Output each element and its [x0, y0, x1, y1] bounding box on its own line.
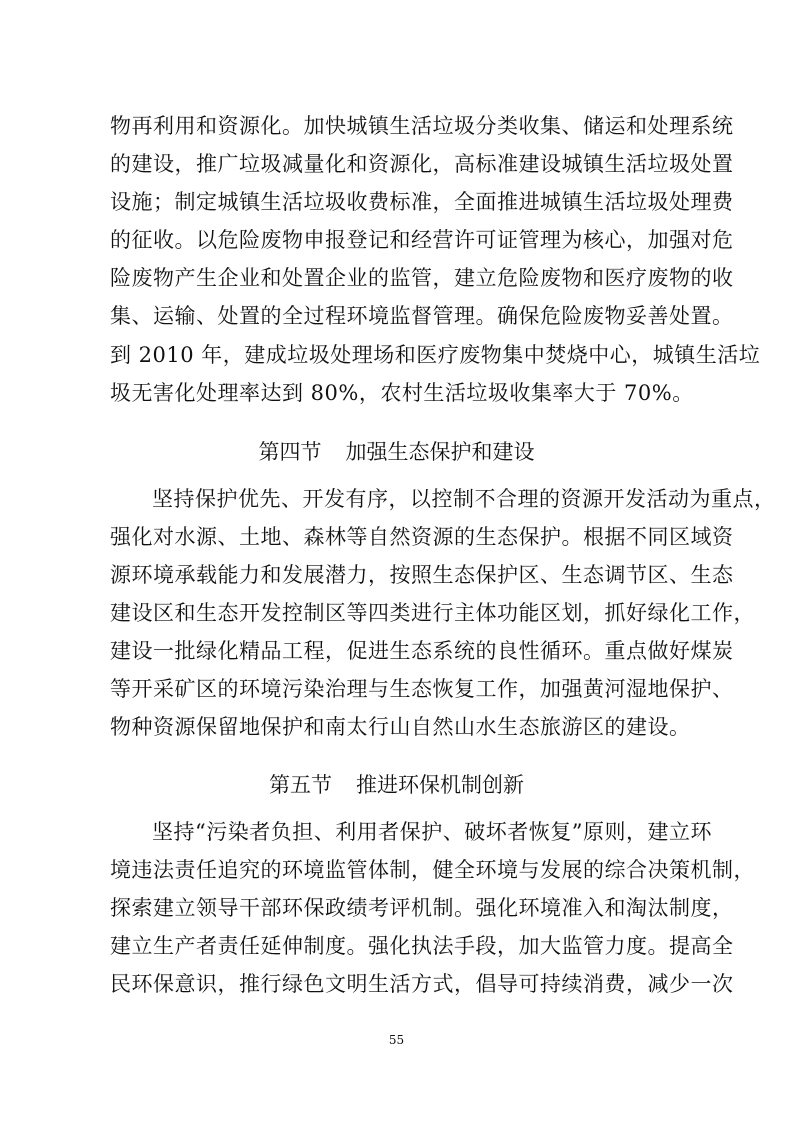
paragraph-line: 等开采矿区的环境污染治理与生态恢复工作，加强黄河湿地保护、	[110, 677, 734, 701]
paragraph-line: 民环保意识，推行绿色文明生活方式，倡导可持续消费，减少一次	[110, 972, 734, 996]
paragraph-line: 的建设，推广垃圾减量化和资源化，高标准建设城镇生活垃圾处置	[110, 152, 734, 176]
paragraph-line: 源环境承载能力和发展潜力，按照生态保护区、生态调节区、生态	[110, 563, 734, 587]
section-title: 推进环保机制创新	[356, 773, 524, 797]
paragraph-line: 建立生产者责任延伸制度。强化执法手段，加大监管力度。提高全	[110, 934, 734, 958]
paragraph-line: 险废物产生企业和处置企业的监管，建立危险废物和医疗废物的收	[110, 266, 734, 290]
paragraph-line: 坚持保护优先、开发有序，以控制不合理的资源开发活动为重点，	[152, 487, 776, 511]
paragraph-line: 设施；制定城镇生活垃圾收费标准，全面推进城镇生活垃圾处理费	[110, 190, 734, 214]
section-number: 第四节	[258, 440, 322, 464]
section-heading	[0, 433, 793, 471]
paragraph-line: 到 2010 年，建成垃圾处理场和医疗废物集中焚烧中心，城镇生活垃	[110, 343, 761, 367]
paragraph-line: 强化对水源、土地、森林等自然资源的生态保护。根据不同区域资	[110, 525, 734, 549]
paragraph-line: 境违法责任追究的环境监管体制，健全环境与发展的综合决策机制，	[110, 858, 755, 882]
section-title: 加强生态保护和建设	[345, 440, 535, 464]
section-number: 第五节	[269, 773, 332, 797]
paragraph-line: 坚持“污染者负担、利用者保护、破坏者恢复”原则，建立环	[152, 820, 712, 844]
page-number: 55	[388, 1033, 405, 1047]
paragraph-line: 物再利用和资源化。加快城镇生活垃圾分类收集、储运和处理系统	[110, 114, 734, 138]
section-heading	[0, 766, 793, 804]
paragraph-line: 建设区和生态开发控制区等四类进行主体功能区划，抓好绿化工作，	[110, 601, 755, 625]
paragraph-line: 集、运输、处置的全过程环境监督管理。确保危险废物妥善处置。	[110, 304, 734, 328]
paragraph-line: 探索建立领导干部环保政绩考评机制。强化环境准入和淘汰制度，	[110, 896, 734, 920]
paragraph-line: 物种资源保留地保护和南太行山自然山水生态旅游区的建设。	[110, 715, 691, 739]
paragraph-line: 建设一批绿化精品工程，促进生态系统的良性循环。重点做好煤炭	[110, 639, 734, 663]
paragraph-line: 的征收。以危险废物申报登记和经营许可证管理为核心，加强对危	[110, 228, 734, 252]
paragraph-line: 圾无害化处理率达到 80%，农村生活垃圾收集率大于 70%。	[110, 381, 694, 405]
